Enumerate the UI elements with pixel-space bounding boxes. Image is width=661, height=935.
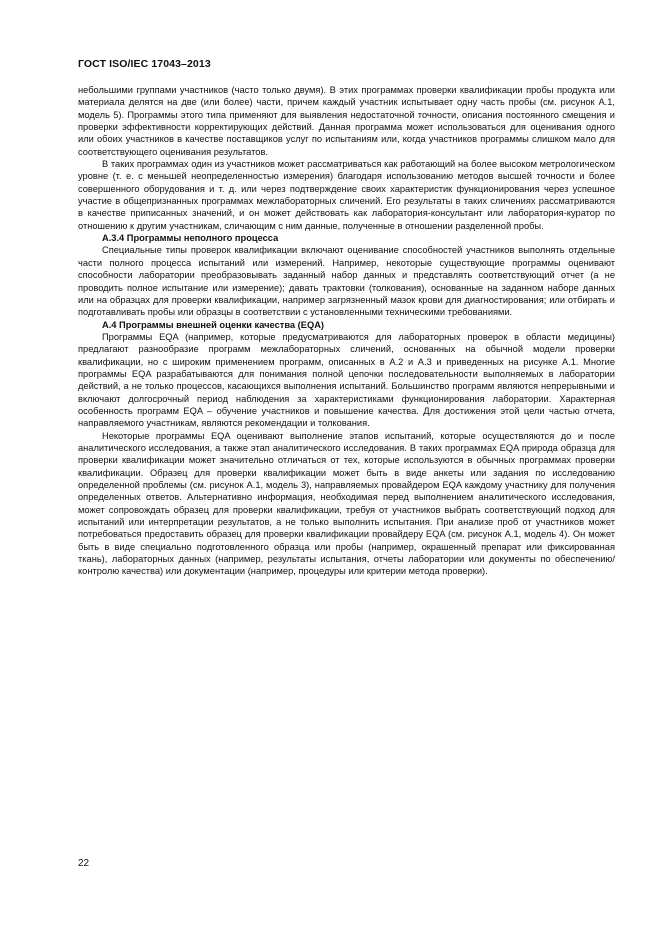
paragraph-partial-process: Специальные типы проверок квалификации включают оценивание способностей участников выполнять отдельные части полного процесса испытаний или измерений. Например, некоторые существующие программы оценивают способности лаборатории преобразовывать заданный набор данных и представлять соответствующий отчет (а не проводить полное испытание или измерение); давать трактовки (толкования), основанные на заданном наборе данных или на образцах для проверки квалификации, например загрязненный мазок крови для диагностирования; или отбирать и подготавливать пробы или образцы в соответствии с установленными техническими требованиями. — [78, 245, 615, 318]
paragraph-eqa-programs: Программы EQA (например, которые предусматриваются для лабораторных проверок в области медицины) предлагают разнообразие программ межлабораторных сличений, основанных на обычной модели проверки квалификации, но с широким применением программ, описанных в А.2 и А.3 и приведенных на рисунке А.1. Многие программы EQA разрабатываются для понимания полной цепочки последовательности выполняемых в лаборатории действий, а не только процессов, касающихся выполнения испытаний. Большинство программ являются непрерывными и включают долгосрочный период наблюдения за характеристиками функционирования лаборатории. Характерная особенность программ EQA – обучение участников и повышение качества. Для достижения этой цели частью отчета, направляемого участникам, являются рекомендации и толкования. — [78, 331, 615, 429]
document-body — [78, 84, 615, 578]
section-heading-a-3-4: А.3.4 Программы неполного процесса — [102, 233, 279, 244]
paragraph-reference-lab: В таких программах один из участников может рассматриваться как работающий на более высоком метрологическом уровне (т. е. с меньшей неопределенностью измерения) благодаря использованию методов высшей точности и более совершенного оборудования и т. д. или через подтверждение своих характеристик функционирования через успешное участие в общепризнанных программах межлабораторных сличений. Его результаты в таких сличениях рассматриваются в качестве приписанных значений, и он может действовать как лаборатория-консультант или лаборатория-куратор по отношению к другим участникам, сличающим с ним данные, полученные в отношении разделенной пробы. — [78, 159, 615, 231]
paragraph-eqa-stages: Некоторые программы EQA оценивают выполнение этапов испытаний, которые осуществляются до и после аналитического исследования, а также этап аналитического исследования. В таких программах EQA природа образца для проверки квалификации может значительно отличаться от тех, которые используются в обычных программах проверки квалификации. Образец для проверки квалификации может быть в виде анкеты или задания по исследованию определенной проблемы (см. рисунок А.1, модель 3), направляемых провайдером EQA каждому участнику для получения определенных ответов. Альтернативно информация, необходимая перед выполнением аналитического исследования, может сопровождать образец для проверки квалификации, требуя от участников выбрать соответствующий подход для испытаний или интерпретации результатов, а не только выполнить испытания. При анализе проб от участников может потребоваться предоставить образец для проверки квалификации провайдеру EQA (см. рисунок А.1, модель 4). Он может быть в виде специально подготовленного образца или пробы (например, окрашенный препарат или фиксированная ткань), лабораторных данных (например, результаты испытания, отчеты лаборатории или документы по обеспечению/контролю качества) или документации (например, процедуры или критерии метода проверки). — [78, 430, 615, 577]
document-header: ГОСТ ISO/IEC 17043–2013 — [78, 58, 211, 70]
paragraph-continuation: небольшими группами участников (часто только двумя). В этих программах проверки квалификации пробы продукта или материала делятся на две (или более) части, причем каждый участник испытывает одну часть пробы (см. рисунок А.1, модель 5). Программы этого типа применяют для выявления недостаточной точности, описания постоянного смещения и проверки эффективности корректирующих действий. Данная программа может использоваться для оценивания одного или обоих участников в качестве поставщиков услуг по испытаниям или, когда участников программы слишком мало для соответствующего оценивания результатов. — [78, 85, 615, 157]
page-number: 22 — [78, 858, 90, 869]
section-heading-a-4: А.4 Программы внешней оценки качества (EQA) — [102, 319, 324, 330]
